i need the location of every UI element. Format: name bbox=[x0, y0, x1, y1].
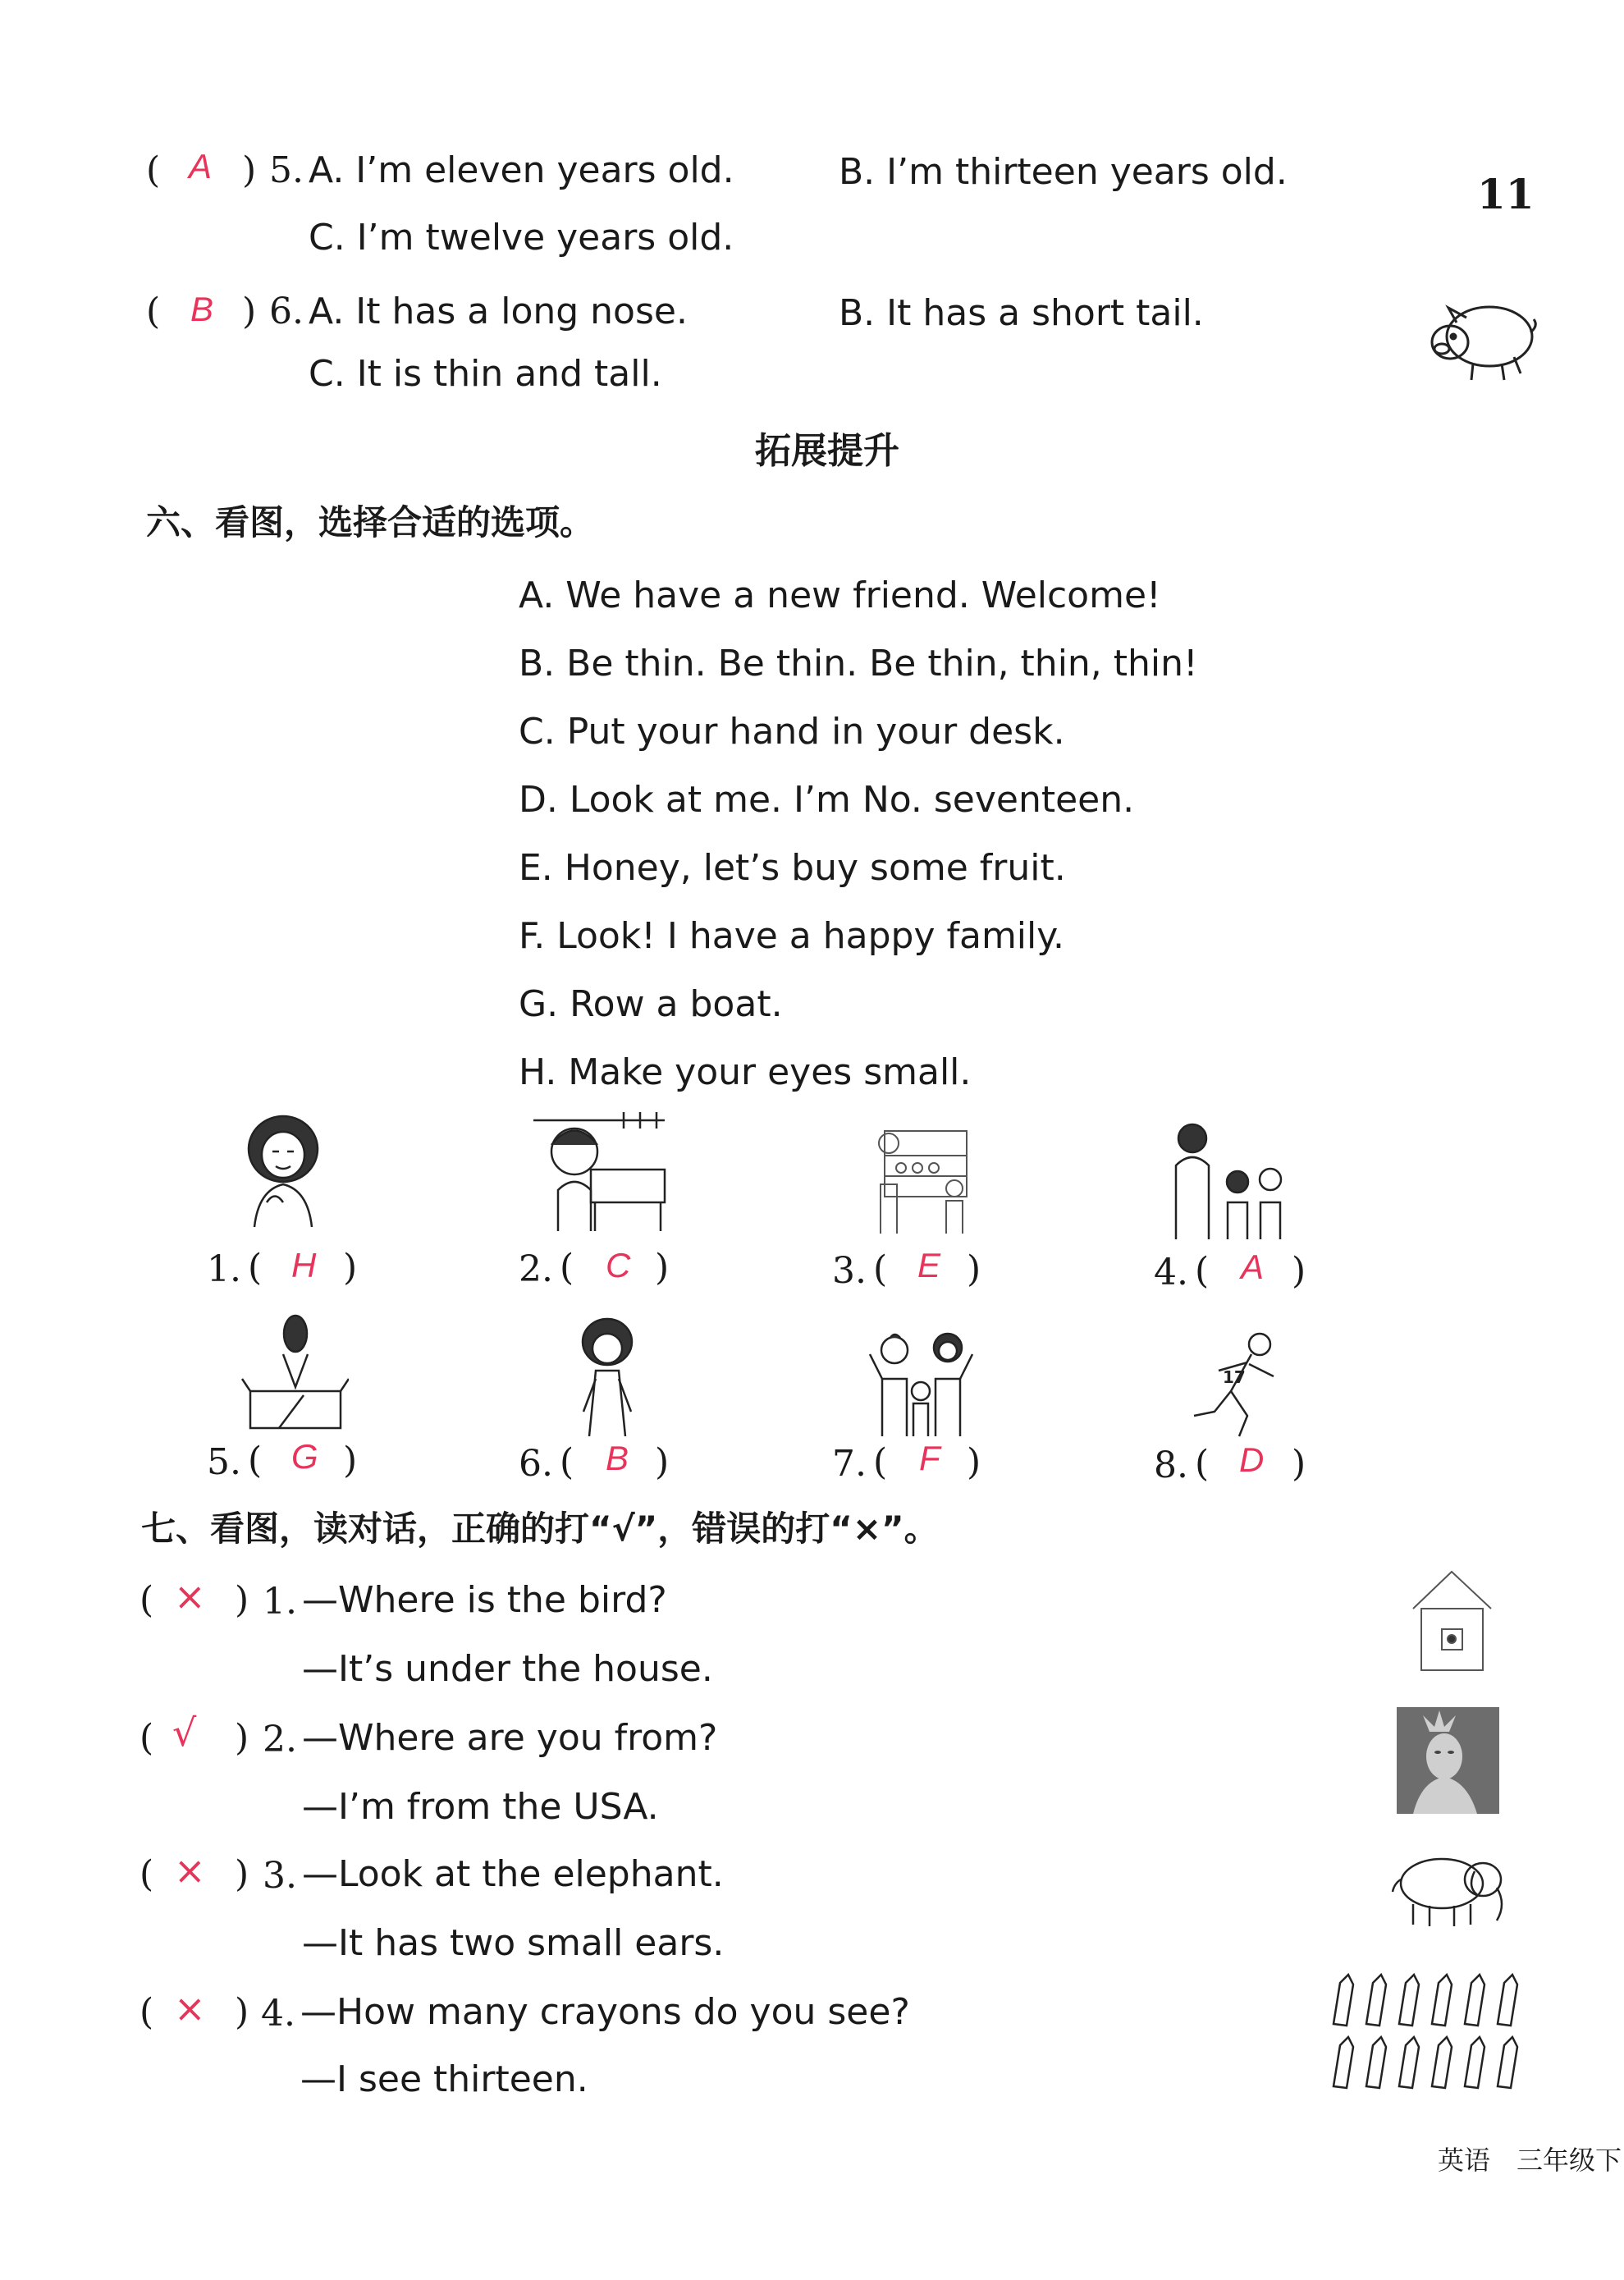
pic3-answer: E bbox=[917, 1246, 941, 1284]
pic1-answer: H bbox=[291, 1246, 317, 1284]
item1-number: 1. bbox=[263, 1581, 297, 1623]
item3-question: —Look at the elephant. bbox=[302, 1853, 724, 1895]
svg-text:17: 17 bbox=[1223, 1367, 1246, 1387]
pic7-answer: F bbox=[919, 1439, 940, 1477]
section-heading: 拓展提升 bbox=[755, 430, 899, 472]
item1-answer: —It’s under the house. bbox=[302, 1648, 713, 1690]
item4-answer: —I see thirteen. bbox=[300, 2058, 588, 2100]
happy-family-icon bbox=[866, 1330, 977, 1436]
option-c: C. Put your hand in your desk. bbox=[519, 711, 1065, 753]
pic6-number: 6. bbox=[519, 1443, 553, 1485]
pic6-answer: B bbox=[606, 1439, 629, 1477]
question-number: 6. bbox=[269, 291, 304, 332]
item3-answer: —It has two small ears. bbox=[302, 1922, 725, 1964]
question-number: 5. bbox=[269, 149, 304, 191]
item2-question: —Where are you from? bbox=[302, 1717, 718, 1759]
pic5-answer: G bbox=[291, 1437, 318, 1476]
mark-4: × bbox=[174, 1986, 206, 2030]
pic7-number: 7. bbox=[832, 1443, 867, 1485]
answer-q6: B bbox=[190, 290, 214, 328]
pic8-number: 8. bbox=[1154, 1444, 1188, 1486]
item4-question: —How many crayons do you see? bbox=[300, 1991, 910, 2033]
option-d: D. Look at me. I’m No. seventeen. bbox=[519, 779, 1135, 821]
pic5-number: 5. bbox=[207, 1441, 241, 1483]
pic3-number: 3. bbox=[832, 1250, 867, 1292]
mark-3: × bbox=[174, 1848, 206, 1893]
option-b: B. I’m thirteen years old. bbox=[839, 151, 1288, 193]
pic1-number: 1. bbox=[207, 1248, 241, 1290]
answer-q5: A bbox=[189, 147, 213, 185]
option-h: H. Make your eyes small. bbox=[519, 1051, 972, 1093]
fruit-shopping-icon bbox=[868, 1123, 975, 1234]
item2-answer: —I’m from the USA. bbox=[302, 1786, 659, 1828]
statue-of-liberty-icon bbox=[1397, 1707, 1499, 1814]
bird-in-house-icon bbox=[1405, 1568, 1499, 1674]
item1-question: —Where is the bird? bbox=[302, 1579, 667, 1621]
option-g: G. Row a boat. bbox=[519, 983, 783, 1025]
option-a: A. It has a long nose. bbox=[309, 291, 688, 332]
crayons-icon bbox=[1325, 1968, 1535, 2091]
thin-girl-icon bbox=[566, 1317, 648, 1436]
part7-title: 七、看图，读对话，正确的打“√”，错误的打“×”。 bbox=[141, 1509, 939, 1549]
pic8-answer: D bbox=[1239, 1440, 1265, 1479]
teacher-children-icon bbox=[1164, 1120, 1295, 1239]
pic4-answer: A bbox=[1241, 1248, 1265, 1286]
item4-number: 4. bbox=[261, 1993, 295, 2035]
pic2-number: 2. bbox=[519, 1248, 553, 1290]
option-b: B. It has a short tail. bbox=[839, 292, 1204, 334]
page-number: 11 bbox=[1477, 170, 1535, 218]
option-e: E. Honey, let’s buy some fruit. bbox=[519, 847, 1066, 889]
option-a: A. I’m eleven years old. bbox=[309, 149, 734, 191]
footer-label: 英语 三年级下 bbox=[1438, 2145, 1622, 2176]
option-a: A. We have a new friend. Welcome! bbox=[519, 575, 1161, 616]
option-c: C. I’m twelve years old. bbox=[309, 217, 734, 259]
mark-1: × bbox=[174, 1574, 206, 1618]
pic2-answer: C bbox=[606, 1246, 631, 1284]
elephant-icon bbox=[1388, 1847, 1512, 1929]
pic4-number: 4. bbox=[1154, 1252, 1188, 1293]
boy-at-desk-icon bbox=[525, 1112, 673, 1235]
girl-squinting-icon bbox=[238, 1112, 328, 1231]
item2-number: 2. bbox=[263, 1719, 297, 1760]
pig-icon bbox=[1424, 291, 1539, 386]
runner-17-icon bbox=[1190, 1330, 1288, 1440]
option-b: B. Be thin. Be thin. Be thin, thin, thin! bbox=[519, 643, 1198, 684]
option-f: F. Look! I have a happy family. bbox=[519, 915, 1065, 957]
part6-title: 六、看图，选择合适的选项。 bbox=[146, 502, 595, 543]
item3-number: 3. bbox=[263, 1855, 297, 1897]
girl-rowing-boat-icon bbox=[238, 1313, 349, 1432]
option-c: C. It is thin and tall. bbox=[309, 353, 662, 395]
mark-2: √ bbox=[172, 1710, 197, 1755]
